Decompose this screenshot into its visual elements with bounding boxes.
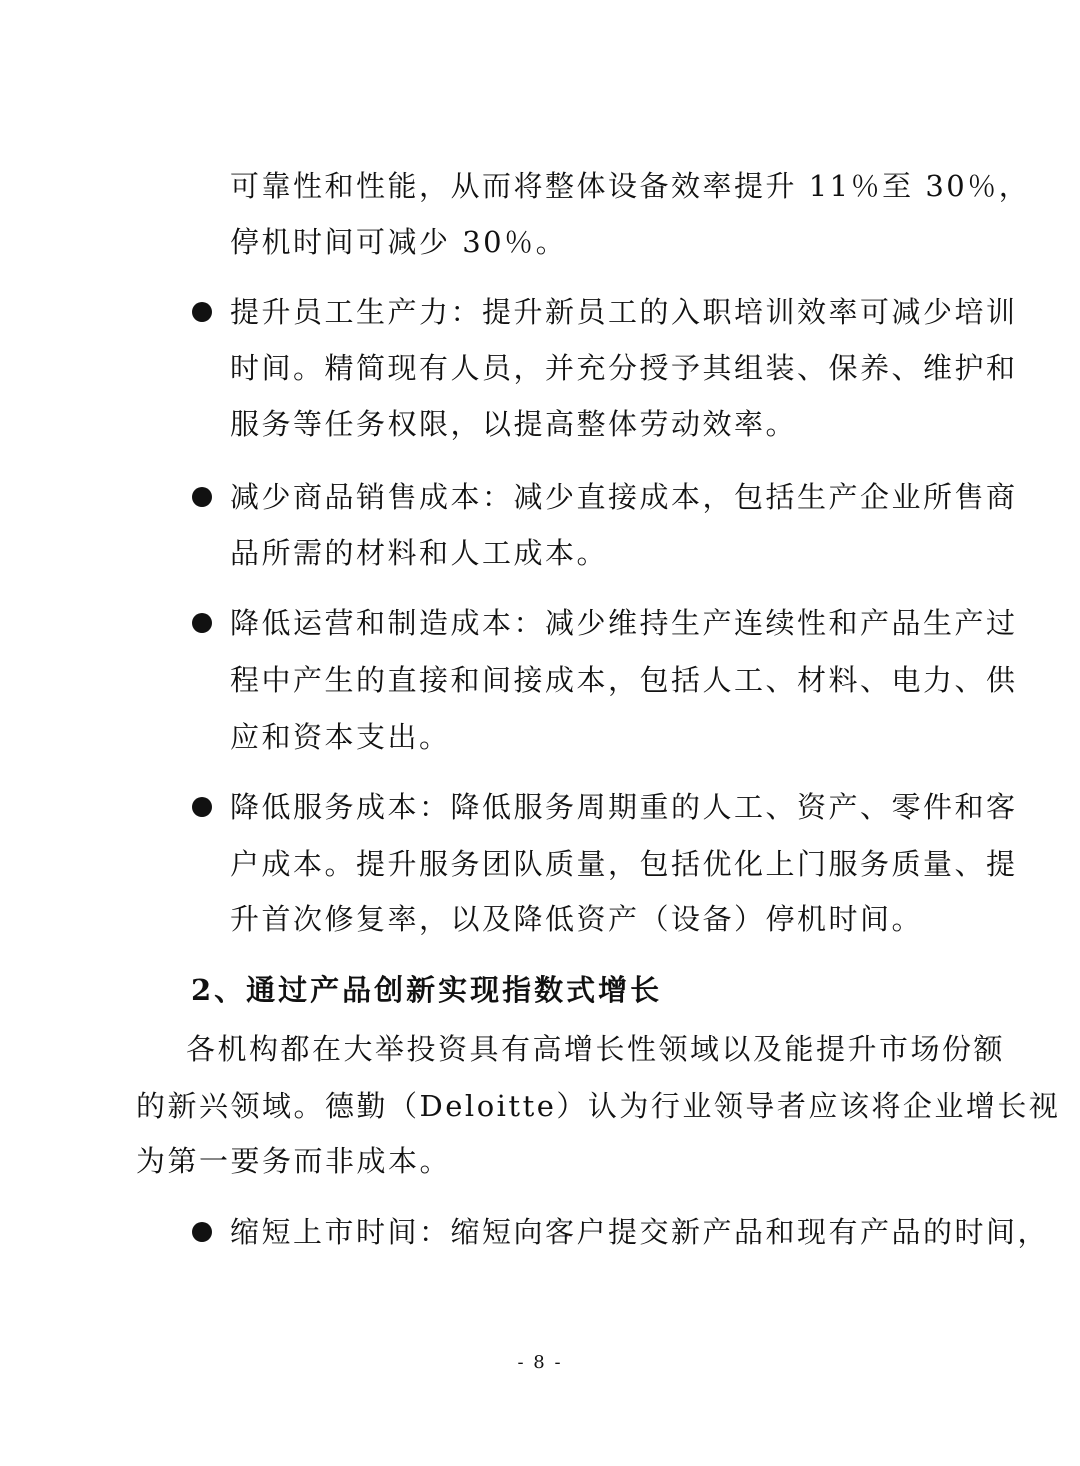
- bullet-1-line-1: 提升员工生产力：提升新员工的入职培训效率可减少培训: [230, 295, 1018, 329]
- bullet-4-line-2: 户成本。提升服务团队质量，包括优化上门服务质量、提: [230, 847, 1018, 881]
- bullet-4-line-3: 升首次修复率，以及降低资产（设备）停机时间。: [230, 902, 924, 936]
- paragraph-line-2: 的新兴领域。德勤（Deloitte）认为行业领导者应该将企业增长视: [136, 1089, 1061, 1123]
- bullet-4-line-1: 降低服务成本：降低服务周期重的人工、资产、零件和客: [230, 790, 1018, 824]
- bullet-3-line-3: 应和资本支出。: [230, 720, 451, 754]
- bullet-3-line-1: 降低运营和制造成本：减少维持生产连续性和产品生产过: [230, 606, 1018, 640]
- bullet-1-line-3: 服务等任务权限，以提高整体劳动效率。: [230, 407, 798, 441]
- paragraph-line-1: 各机构都在大举投资具有高增长性领域以及能提升市场份额: [186, 1032, 1006, 1066]
- bullet-2-line-1: 减少商品销售成本：减少直接成本，包括生产企业所售商: [230, 480, 1018, 514]
- bullet-2-line-2: 品所需的材料和人工成本。: [230, 536, 609, 570]
- bullet-3-line-2: 程中产生的直接和间接成本，包括人工、材料、电力、供: [230, 663, 1018, 697]
- page-number: - 8 -: [517, 1352, 563, 1373]
- paragraph-line-3: 为第一要务而非成本。: [136, 1144, 452, 1178]
- bullet-1-line-2: 时间。精简现有人员，并充分授予其组装、保养、维护和: [230, 351, 1018, 385]
- bullet-dot-icon: [192, 487, 212, 507]
- continuation-line-1: 可靠性和性能，从而将整体设备效率提升 11％至 30％，: [230, 169, 1031, 203]
- bullet-5-line-1: 缩短上市时间：缩短向客户提交新产品和现有产品的时间，: [230, 1215, 1050, 1249]
- continuation-line-2: 停机时间可减少 30％。: [230, 225, 568, 259]
- bullet-dot-icon: [192, 1222, 212, 1242]
- section-heading: 2、通过产品创新实现指数式增长: [191, 973, 663, 1007]
- bullet-dot-icon: [192, 302, 212, 322]
- bullet-dot-icon: [192, 797, 212, 817]
- bullet-dot-icon: [192, 613, 212, 633]
